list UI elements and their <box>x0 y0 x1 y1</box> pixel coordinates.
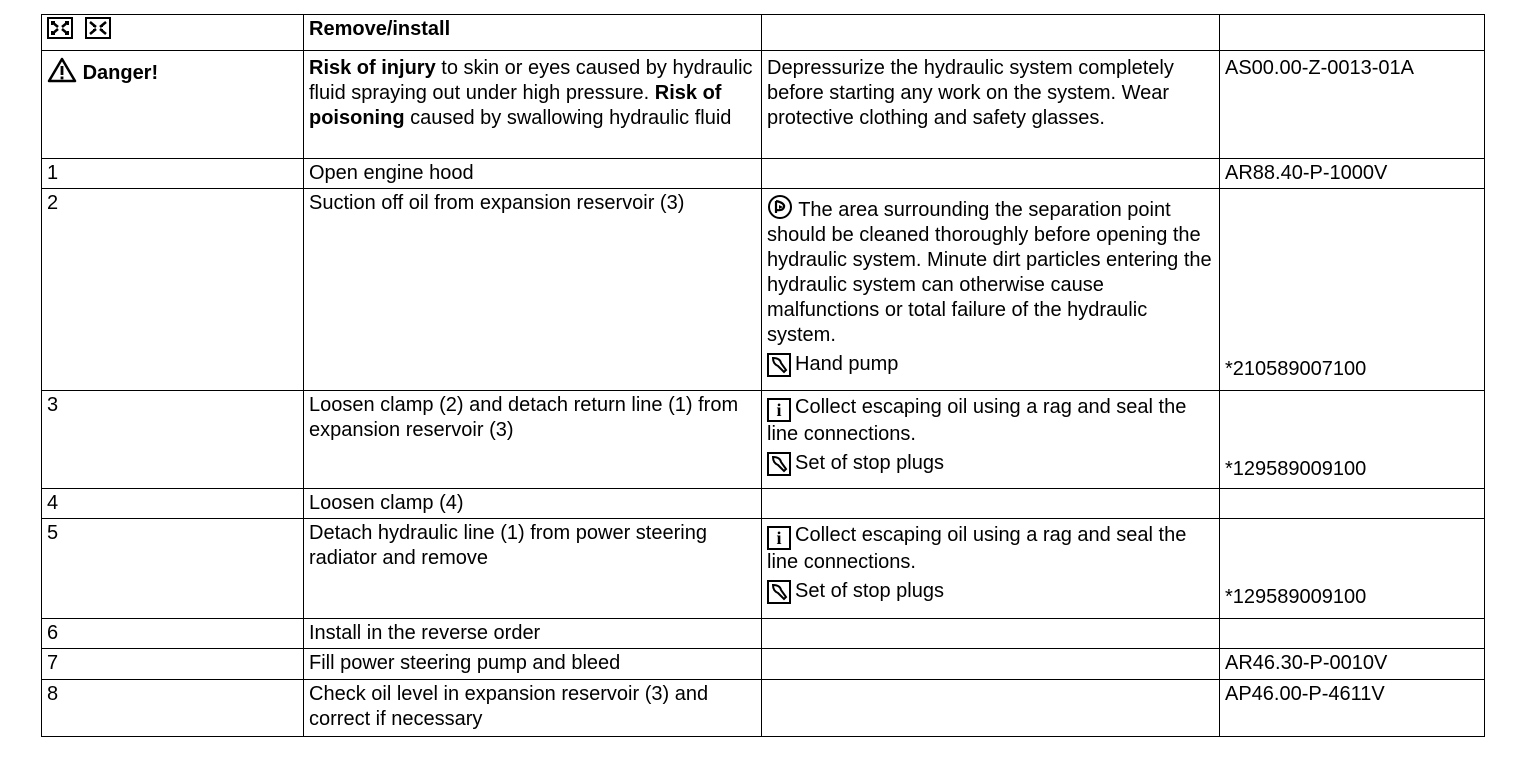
risk-injury-text: to skin or eyes caused by hydraulic fluid spraying out under high pressure. <box>309 57 753 104</box>
step-ref: AR46.30-P-0010V <box>1220 649 1485 680</box>
tool-part-number: *129589009100 <box>1225 458 1367 480</box>
danger-label: Danger! <box>82 62 159 84</box>
step-number: 6 <box>42 619 304 649</box>
step-number: 3 <box>42 391 304 489</box>
step-ref <box>1220 189 1485 391</box>
table-row <box>42 519 1485 619</box>
note-text: Collect escaping oil using a rag and seal the line connections. <box>767 396 1187 445</box>
table-row <box>42 489 1485 519</box>
info-icon: i <box>767 398 791 422</box>
special-tool-icon <box>767 353 791 377</box>
step-note <box>762 159 1220 189</box>
step-note <box>762 649 1220 680</box>
tool-part-number: *129589009100 <box>1225 586 1367 608</box>
step-number: 8 <box>42 680 304 737</box>
step-text: Check oil level in expansion reservoir (3) and correct if necessary <box>304 680 762 737</box>
table-row <box>42 649 1485 680</box>
step-note <box>762 189 1220 391</box>
header-empty-3 <box>762 15 1220 51</box>
tool-line <box>767 451 1213 476</box>
installation-icon <box>85 17 111 39</box>
table-row <box>42 680 1485 737</box>
step-text: Suction off oil from expansion reservoir (3) <box>304 189 762 391</box>
tool-name: Hand pump <box>795 353 899 375</box>
step-number: 4 <box>42 489 304 519</box>
step-ref: AR88.40-P-1000V <box>1220 159 1485 189</box>
step-text: Loosen clamp (4) <box>304 489 762 519</box>
step-number: 5 <box>42 519 304 619</box>
table-row <box>42 619 1485 649</box>
step-note <box>762 391 1220 489</box>
special-tool-icon <box>767 452 791 476</box>
step-text: Loosen clamp (2) and detach return line (1) from expansion reservoir (3) <box>304 391 762 489</box>
step-ref <box>1220 619 1485 649</box>
procedure-table <box>41 14 1485 737</box>
step-note <box>762 519 1220 619</box>
risk-injury-label: Risk of injury <box>309 57 436 79</box>
special-tool-icon <box>767 580 791 604</box>
removal-icon <box>47 17 73 39</box>
step-note <box>762 619 1220 649</box>
step-number: 1 <box>42 159 304 189</box>
step-number: 2 <box>42 189 304 391</box>
danger-label-cell <box>42 51 304 159</box>
header-title: Remove/install <box>304 15 762 51</box>
step-text: Open engine hood <box>304 159 762 189</box>
warning-triangle-icon <box>47 57 77 83</box>
header-row <box>42 15 1485 51</box>
step-ref <box>1220 519 1485 619</box>
note-text: The area surrounding the separation point should be cleaned thoroughly before opening the hydraulic system. Minute dirt particles entering the hydraulic system can otherwise cause malfunctions or total failure of the hydraulic system. <box>767 199 1212 346</box>
environment-note-icon <box>767 194 793 220</box>
table-row <box>42 159 1485 189</box>
risk-poisoning-text: caused by swallowing hydraulic fluid <box>404 107 732 129</box>
table-row <box>42 189 1485 391</box>
step-ref: AP46.00-P-4611V <box>1220 680 1485 737</box>
risk-poisoning-label: Risk of poisoning <box>309 82 722 129</box>
step-text: Install in the reverse order <box>304 619 762 649</box>
tool-line <box>767 579 1213 604</box>
danger-ref-cell: AS00.00-Z-0013-01A <box>1220 51 1485 159</box>
tool-part-number: *210589007100 <box>1225 358 1367 380</box>
step-note <box>762 680 1220 737</box>
step-number: 7 <box>42 649 304 680</box>
tool-name: Set of stop plugs <box>795 452 944 474</box>
info-icon: i <box>767 526 791 550</box>
step-text: Detach hydraulic line (1) from power steering radiator and remove <box>304 519 762 619</box>
step-note <box>762 489 1220 519</box>
tool-line <box>767 352 1213 377</box>
header-empty-4 <box>1220 15 1485 51</box>
step-ref <box>1220 489 1485 519</box>
note-text: Collect escaping oil using a rag and seal the line connections. <box>767 524 1187 573</box>
danger-note-cell: Depressurize the hydraulic system completely before starting any work on the system. Wear protective clothing and safety glasses. <box>762 51 1220 159</box>
step-text: Fill power steering pump and bleed <box>304 649 762 680</box>
header-icons-cell <box>42 15 304 51</box>
step-ref <box>1220 391 1485 489</box>
danger-risk-cell <box>304 51 762 159</box>
tool-name: Set of stop plugs <box>795 580 944 602</box>
danger-row <box>42 51 1485 159</box>
table-row <box>42 391 1485 489</box>
